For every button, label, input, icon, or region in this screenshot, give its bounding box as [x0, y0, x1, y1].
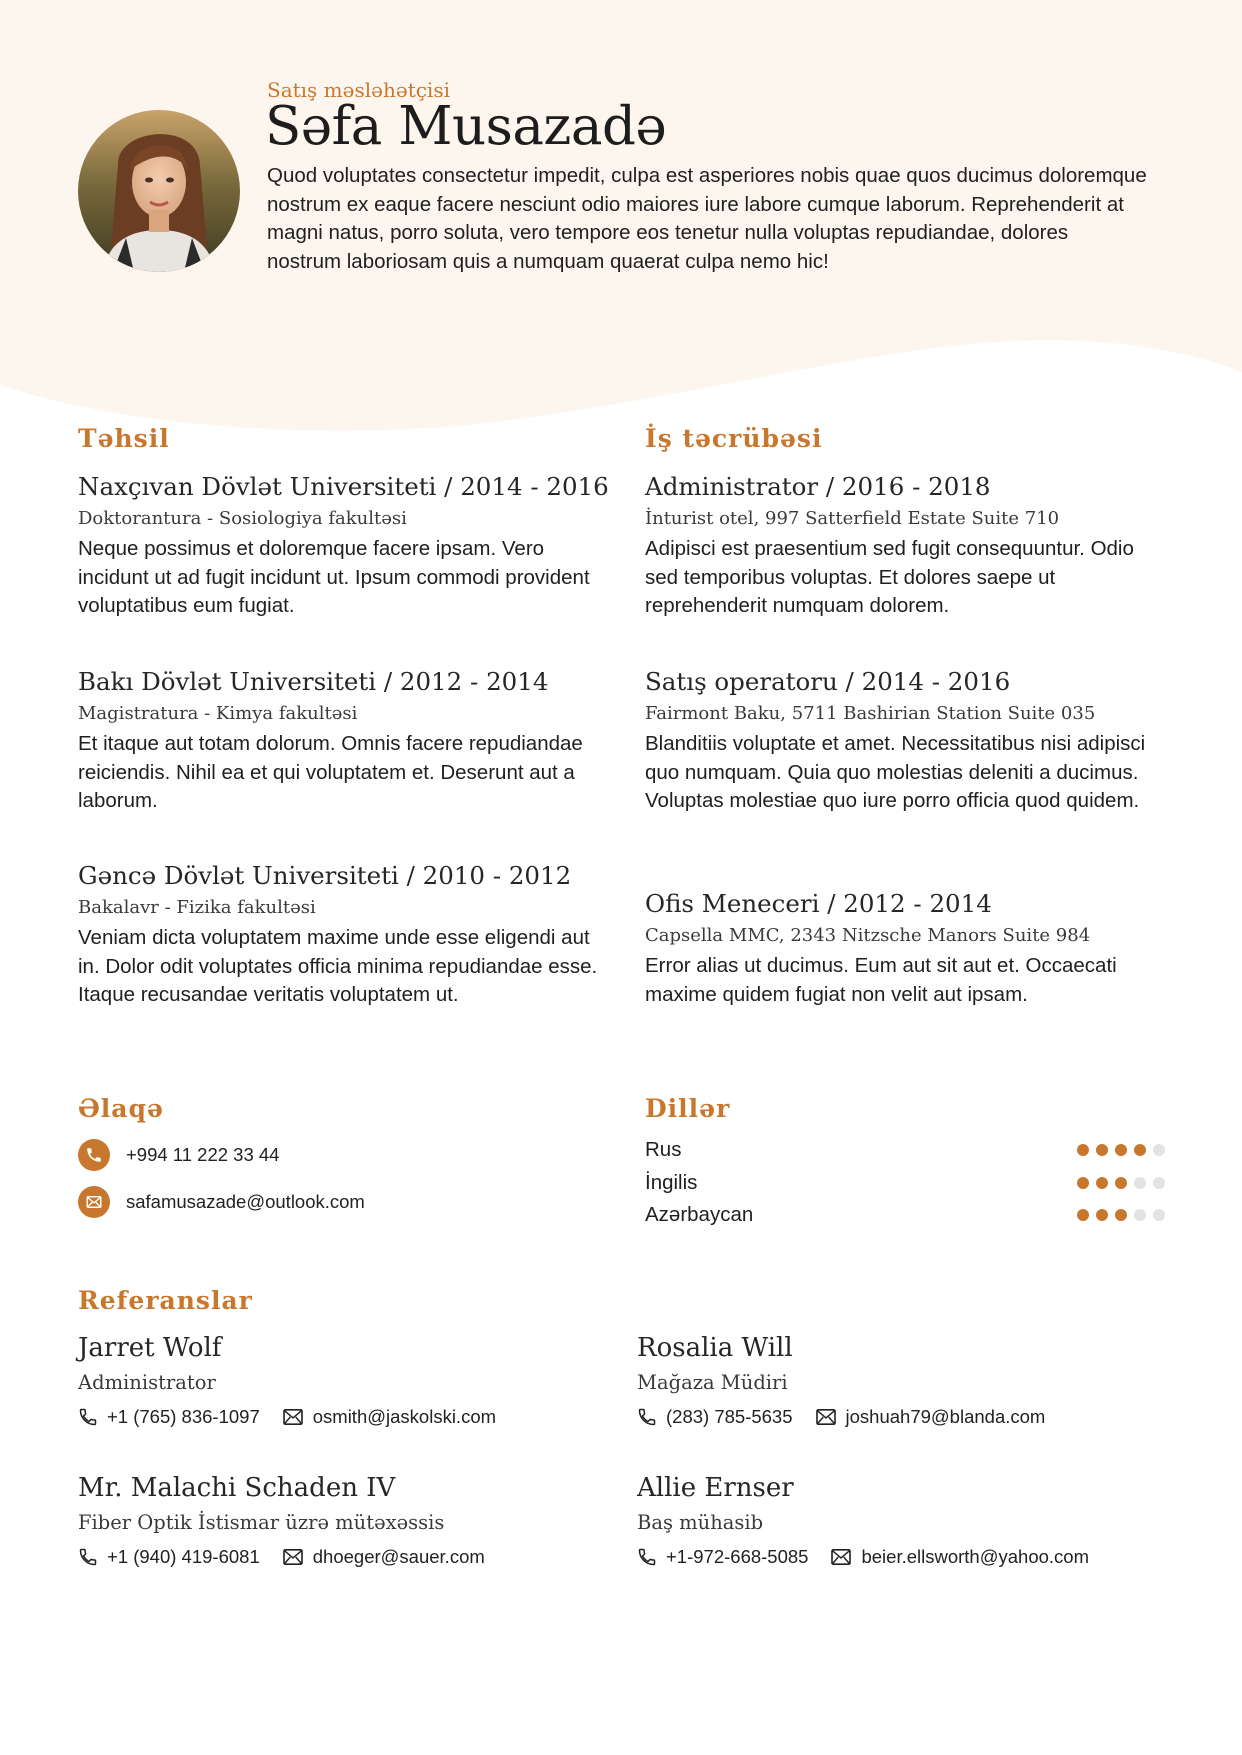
reference-name: Mr. Malachi Schaden IV	[78, 1473, 396, 1503]
reference-phone-item[interactable]	[637, 1546, 808, 1568]
reference-email: osmith@jaskolski.com	[312, 1406, 497, 1427]
reference-contacts	[637, 1546, 1177, 1568]
reference-email: joshuah79@blanda.com	[845, 1406, 1046, 1427]
reference-email-item[interactable]	[282, 1406, 496, 1428]
education-entry-title: Bakı Dövlət Universiteti / 2012 - 2014	[78, 667, 549, 696]
language-level-dots	[1077, 1209, 1165, 1221]
mail-icon	[78, 1186, 110, 1218]
language-row	[645, 1138, 1165, 1162]
contact-email: safamusazade@outlook.com	[126, 1191, 365, 1212]
experience-entry-subtitle: İnturist otel, 997 Satterfield Estate Suite 710	[645, 508, 1060, 529]
phone-icon	[78, 1547, 98, 1567]
education-entry-title: Gəncə Dövlət Universiteti / 2010 - 2012	[78, 861, 572, 890]
experience-entry-subtitle: Capsella MMC, 2343 Nitzsche Manors Suite 984	[645, 925, 1091, 946]
experience-entry-title: Satış operatoru / 2014 - 2016	[645, 667, 1011, 696]
education-entry-subtitle: Doktorantura - Sosiologiya fakultəsi	[78, 508, 407, 529]
experience-heading: İş təcrübəsi	[645, 424, 823, 453]
education-entry-description: Et itaque aut totam dolorum. Omnis facere repudiandae reiciendis. Nihil ea et qui voluptatem et. Deserunt aut a laborum.	[78, 732, 583, 812]
reference-card	[637, 1473, 1177, 1568]
level-dot-filled	[1115, 1209, 1127, 1221]
reference-phone: +1 (765) 836-1097	[107, 1406, 260, 1427]
contact-heading: Əlaqə	[78, 1094, 164, 1123]
level-dot-empty	[1134, 1209, 1146, 1221]
education-entry-subtitle: Magistratura - Kimya fakultəsi	[78, 703, 358, 724]
reference-email-item[interactable]	[282, 1546, 485, 1568]
reference-card	[637, 1333, 1177, 1428]
experience-entry	[645, 889, 1165, 1009]
level-dot-empty	[1153, 1177, 1165, 1189]
education-entry-subtitle: Bakalavr - Fizika fakultəsi	[78, 897, 316, 918]
reference-role: Mağaza Müdiri	[637, 1371, 788, 1394]
reference-email: dhoeger@sauer.com	[312, 1546, 485, 1567]
profile-photo	[78, 110, 240, 272]
level-dot-filled	[1096, 1177, 1108, 1189]
education-entry	[78, 861, 598, 1010]
education-entry	[78, 472, 609, 621]
experience-entry-title: Ofis Meneceri / 2012 - 2014	[645, 889, 992, 918]
level-dot-filled	[1077, 1144, 1089, 1156]
education-entry-title: Naxçıvan Dövlət Universiteti / 2014 - 2016	[78, 472, 609, 501]
language-row	[645, 1203, 1165, 1227]
education-entry	[78, 667, 598, 816]
mail-icon	[815, 1408, 837, 1426]
reference-phone: (283) 785-5635	[666, 1406, 793, 1427]
experience-entry-title: Administrator / 2016 - 2018	[645, 472, 991, 501]
reference-phone-item[interactable]	[637, 1406, 793, 1428]
reference-card	[78, 1333, 618, 1428]
profile-summary: Quod voluptates consectetur impedit, culpa est asperiores nobis quae quos ducimus doloremque nostrum ex eaque facere nesciunt odio maiores iure labore cumque laborum. Reprehenderit at magni natus, porro soluta, vero tempore eos tenetur nulla voluptas repudiandae, dolores nostrum laboriosam quis a numquam quaerat culpa nemo hic!	[267, 164, 1147, 273]
reference-phone: +1-972-668-5085	[666, 1546, 809, 1567]
reference-email-item[interactable]	[815, 1406, 1046, 1428]
reference-role: Fiber Optik İstismar üzrə mütəxəssis	[78, 1511, 445, 1534]
language-level-dots	[1077, 1177, 1165, 1189]
experience-entry-subtitle: Fairmont Baku, 5711 Bashirian Station Suite 035	[645, 703, 1096, 724]
languages-heading: Dillər	[645, 1094, 731, 1123]
experience-entry	[645, 472, 1165, 621]
language-row	[645, 1171, 1165, 1195]
reference-contacts	[78, 1546, 618, 1568]
phone-icon	[78, 1139, 110, 1171]
experience-entry-description: Adipisci est praesentium sed fugit consequuntur. Odio sed temporibus voluptas. Et dolores saepe ut reprehenderit numquam dolorem.	[645, 537, 1134, 617]
level-dot-filled	[1115, 1144, 1127, 1156]
references-heading: Referanslar	[78, 1286, 253, 1315]
reference-role: Administrator	[78, 1371, 216, 1394]
level-dot-empty	[1153, 1209, 1165, 1221]
level-dot-filled	[1096, 1144, 1108, 1156]
level-dot-filled	[1134, 1144, 1146, 1156]
reference-name: Rosalia Will	[637, 1333, 793, 1363]
mail-icon	[282, 1408, 304, 1426]
contact-email-row[interactable]	[78, 1186, 365, 1218]
reference-card	[78, 1473, 618, 1568]
level-dot-filled	[1077, 1177, 1089, 1189]
language-name: Azərbaycan	[645, 1203, 754, 1226]
phone-icon	[78, 1407, 98, 1427]
education-entry-description: Veniam dicta voluptatem maxime unde esse eligendi aut in. Dolor odit voluptates officia minima repudiandae esse. Itaque recusandae veritatis voluptatem ut.	[78, 926, 598, 1006]
experience-entry	[645, 667, 1165, 816]
experience-entry-description: Blanditiis voluptate et amet. Necessitatibus nisi adipisci quo numquam. Quia quo molestias deleniti a ducimus. Voluptas molestiae quo iure porro officia quod quidem.	[645, 732, 1146, 812]
reference-phone: +1 (940) 419-6081	[107, 1546, 260, 1567]
level-dot-filled	[1077, 1209, 1089, 1221]
language-name: İngilis	[645, 1171, 698, 1194]
mail-icon	[282, 1548, 304, 1566]
level-dot-filled	[1096, 1209, 1108, 1221]
language-name: Rus	[645, 1138, 682, 1161]
reference-contacts	[78, 1406, 618, 1428]
job-title: Satış məsləhətçisi	[267, 78, 450, 102]
phone-icon	[637, 1547, 657, 1567]
level-dot-empty	[1153, 1144, 1165, 1156]
contact-phone: +994 11 222 33 44	[126, 1144, 280, 1165]
level-dot-empty	[1134, 1177, 1146, 1189]
reference-contacts	[637, 1406, 1177, 1428]
education-heading: Təhsil	[78, 424, 170, 453]
mail-icon	[830, 1548, 852, 1566]
reference-email-item[interactable]	[830, 1546, 1089, 1568]
reference-phone-item[interactable]	[78, 1406, 260, 1428]
person-name: Səfa Musazadə	[265, 96, 667, 157]
phone-icon	[637, 1407, 657, 1427]
contact-phone-row[interactable]	[78, 1139, 279, 1171]
level-dot-filled	[1115, 1177, 1127, 1189]
reference-name: Jarret Wolf	[78, 1333, 222, 1363]
reference-email: beier.ellsworth@yahoo.com	[861, 1546, 1089, 1567]
education-entry-description: Neque possimus et doloremque facere ipsam. Vero incidunt ut ad fugit incidunt ut. Ipsum commodi provident voluptatibus eum fugiat.	[78, 537, 590, 617]
reference-name: Allie Ernser	[637, 1473, 794, 1503]
reference-phone-item[interactable]	[78, 1546, 260, 1568]
language-level-dots	[1077, 1144, 1165, 1156]
reference-role: Baş mühasib	[637, 1511, 764, 1534]
experience-entry-description: Error alias ut ducimus. Eum aut sit aut et. Occaecati maxime quidem fugiat non velit aut ipsam.	[645, 954, 1117, 1006]
